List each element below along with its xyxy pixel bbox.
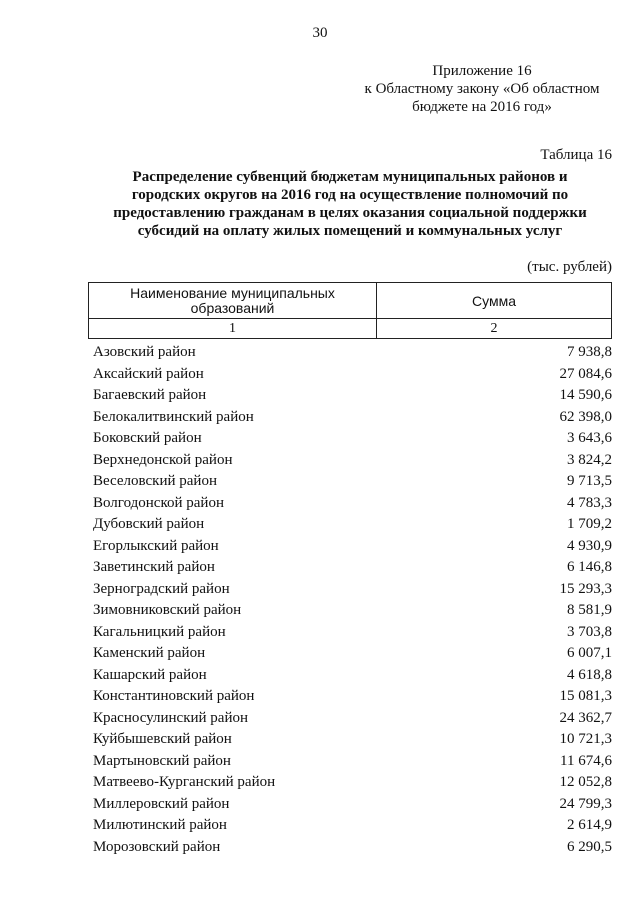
table-row xyxy=(93,708,612,730)
row-value: 15 293,3 xyxy=(559,580,612,597)
table-row xyxy=(93,751,612,773)
document-title xyxy=(88,168,612,240)
row-value: 27 084,6 xyxy=(559,365,612,382)
row-name: Аксайский район xyxy=(93,365,204,382)
table-row xyxy=(93,686,612,708)
row-value: 6 007,1 xyxy=(567,645,612,662)
row-name: Каменский район xyxy=(93,645,206,662)
table-row xyxy=(93,794,612,816)
title-line: субсидий на оплату жилых помещений и коммунальных услуг xyxy=(137,223,563,239)
row-value: 4 930,9 xyxy=(567,537,612,554)
table-row xyxy=(93,600,612,622)
row-name: Кашарский район xyxy=(93,666,207,683)
row-name: Боковский район xyxy=(93,430,202,447)
row-name: Морозовский район xyxy=(93,838,221,855)
appendix-line-3: бюджете на 2016 год» xyxy=(412,99,552,115)
column-number-2: 2 xyxy=(377,319,612,339)
row-value: 3 824,2 xyxy=(567,451,612,468)
row-name: Зимовниковский район xyxy=(93,602,242,619)
page-number: 30 xyxy=(312,25,328,41)
row-value: 4 618,8 xyxy=(567,666,612,683)
row-value: 15 081,3 xyxy=(559,688,612,705)
table-label: Таблица 16 xyxy=(540,147,612,163)
row-name: Зерноградский район xyxy=(93,580,230,597)
table-row xyxy=(93,837,612,859)
column-header-name-line-2: образований xyxy=(190,299,275,316)
row-value: 4 783,3 xyxy=(567,494,612,511)
row-name: Белокалитвинский район xyxy=(93,408,254,425)
table-row xyxy=(93,428,612,450)
row-value: 12 052,8 xyxy=(559,774,612,791)
row-name: Багаевский район xyxy=(93,387,207,404)
row-name: Азовский район xyxy=(93,344,196,361)
column-number-1: 1 xyxy=(89,319,377,339)
row-value: 2 614,9 xyxy=(567,817,612,834)
row-value: 11 674,6 xyxy=(560,752,612,769)
table-row xyxy=(93,450,612,472)
row-name: Милютинский район xyxy=(93,817,227,834)
title-line: Распределение субвенций бюджетам муниципальных районов и xyxy=(132,169,568,185)
row-value: 3 643,6 xyxy=(567,430,612,447)
table-row xyxy=(93,471,612,493)
table-row xyxy=(93,385,612,407)
row-value: 3 703,8 xyxy=(567,623,612,640)
column-header-name xyxy=(89,283,377,319)
row-name: Заветинский район xyxy=(93,559,215,576)
row-value: 62 398,0 xyxy=(559,408,612,425)
table-row xyxy=(93,665,612,687)
table-row xyxy=(93,407,612,429)
row-name: Мартыновский район xyxy=(93,752,231,769)
row-name: Куйбышевский район xyxy=(93,731,232,748)
table-body xyxy=(93,342,612,858)
table-header xyxy=(88,282,612,339)
row-name: Константиновский район xyxy=(93,688,255,705)
table-row xyxy=(93,729,612,751)
appendix-reference xyxy=(352,62,612,116)
title-line: городских округов на 2016 год на осуществление полномочий по xyxy=(131,187,569,203)
table-row xyxy=(93,643,612,665)
table-row xyxy=(93,514,612,536)
table-row xyxy=(93,815,612,837)
row-value: 14 590,6 xyxy=(559,387,612,404)
table-row xyxy=(93,772,612,794)
row-value: 1 709,2 xyxy=(567,516,612,533)
row-name: Дубовский район xyxy=(93,516,205,533)
row-name: Веселовский район xyxy=(93,473,217,490)
appendix-line-2: к Областному закону «Об областном xyxy=(364,81,600,97)
row-value: 24 799,3 xyxy=(559,795,612,812)
row-value: 6 290,5 xyxy=(567,838,612,855)
row-value: 6 146,8 xyxy=(567,559,612,576)
appendix-line-1: Приложение 16 xyxy=(432,63,532,79)
column-header-sum: Сумма xyxy=(377,283,612,319)
row-name: Верхнедонской район xyxy=(93,451,233,468)
units-label: (тыс. рублей) xyxy=(527,259,612,275)
row-name: Миллеровский район xyxy=(93,795,230,812)
title-line: предоставлению гражданам в целях оказания социальной поддержки xyxy=(113,205,587,221)
table-row xyxy=(93,364,612,386)
table-row xyxy=(93,493,612,515)
row-value: 9 713,5 xyxy=(567,473,612,490)
row-value: 24 362,7 xyxy=(559,709,612,726)
row-value: 10 721,3 xyxy=(559,731,612,748)
row-value: 8 581,9 xyxy=(567,602,612,619)
row-name: Егорлыкский район xyxy=(93,537,219,554)
row-name: Красносулинский район xyxy=(93,709,249,726)
table-row xyxy=(93,579,612,601)
row-name: Волгодонской район xyxy=(93,494,224,511)
row-value: 7 938,8 xyxy=(567,344,612,361)
table-row xyxy=(93,342,612,364)
table-row xyxy=(93,536,612,558)
table-row xyxy=(93,622,612,644)
table-row xyxy=(93,557,612,579)
row-name: Матвеево-Курганский район xyxy=(93,774,276,791)
column-header-name-line-1: Наименование муниципальных xyxy=(130,284,335,301)
row-name: Кагальницкий район xyxy=(93,623,226,640)
